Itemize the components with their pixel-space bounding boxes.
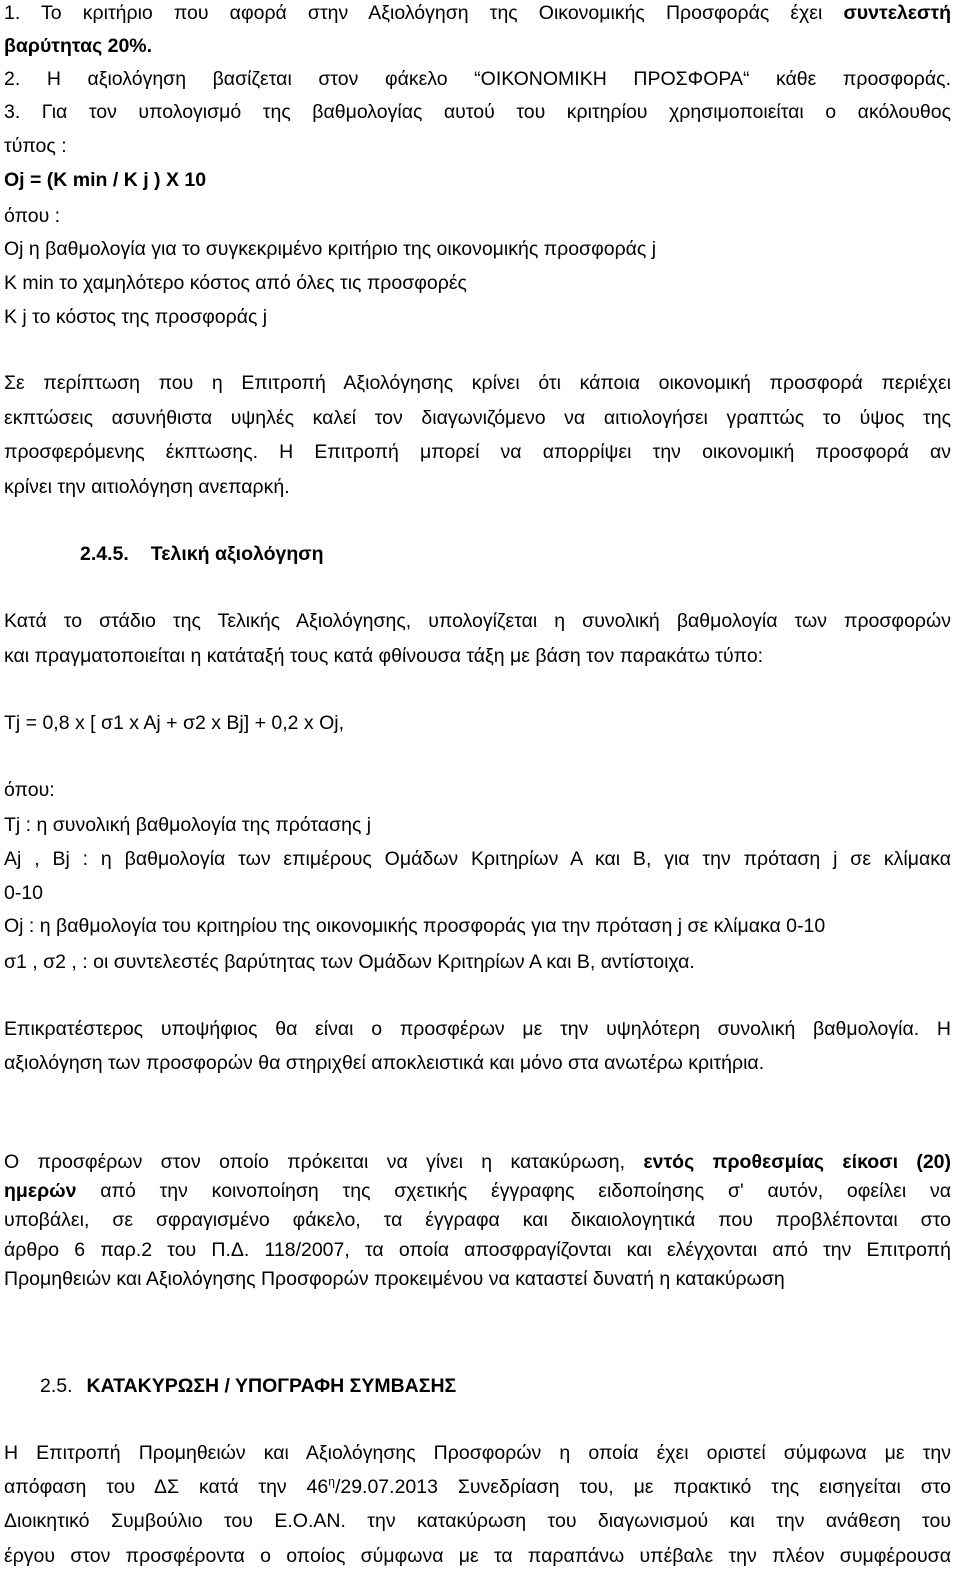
definition-oj: Oj η βαθμολογία για το συγκεκριμένο κριτήριο της οικονομικής προσφοράς j bbox=[4, 238, 657, 260]
paragraph-final-evaluation: Κατά το στάδιο της Τελικής Αξιολόγησης, υπολογίζεται η συνολική βαθμολογία των προσφορών bbox=[4, 610, 951, 632]
paragraph-final-evaluation: και πραγματοποιείται η κατάταξή τους κατά φθίνουσα τάξη με βάση τον παρακάτω τύπο: bbox=[4, 645, 764, 667]
paragraph-award bbox=[4, 1474, 951, 1500]
definition-sigma: σ1 , σ2 , : οι συντελεστές βαρύτητας των Ομάδων Κριτηρίων Α και Β, αντίστοιχα. bbox=[4, 951, 695, 973]
text: από την κοινοποίηση της σχετικής έγγραφης ειδοποίησης σ' αυτόν, οφείλει να bbox=[76, 1180, 951, 1202]
paragraph-documents: υποβάλει, σε σφραγισμένο φάκελο, τα έγγραφα και δικαιολογητικά που προβλέπονται στο bbox=[4, 1209, 951, 1231]
bold-text: εντός προθεσμίας είκοσι (20) bbox=[643, 1151, 952, 1173]
section-heading-2-5 bbox=[40, 1373, 456, 1399]
text: 1. Το κριτήριο που αφορά στην Αξιολόγηση της Οικονομικής Προσφοράς έχει bbox=[4, 2, 844, 24]
formula-oj bbox=[4, 167, 206, 193]
bold-text: συντελεστή bbox=[843, 2, 951, 24]
text: /29.07.2013 Συνεδρίαση του, με πρακτικό της εισηγείται στο bbox=[334, 1476, 951, 1498]
paragraph-documents: άρθρο 6 παρ.2 του Π.Δ. 118/2007, τα οποία αποσφραγίζονται και ελέγχονται από την Επιτροπή bbox=[4, 1239, 951, 1261]
criterion-item-3-cont: τύπος : bbox=[4, 135, 67, 157]
paragraph-award: έργου στον προσφέροντα ο οποίος σύμφωνα με τα παραπάνω υπέβαλε την πλέον συμφέρουσα bbox=[4, 1545, 951, 1567]
paragraph-winner: αξιολόγηση των προσφορών θα στηριχθεί αποκλειστικά και μόνο στα ανωτέρω κριτήρια. bbox=[4, 1052, 765, 1074]
paragraph-documents: Προμηθειών και Αξιολόγησης Προσφορών προκειμένου να καταστεί δυνατή η κατακύρωση bbox=[4, 1268, 785, 1290]
criterion-item-1-cont bbox=[4, 33, 152, 59]
paragraph-abnormal-offer: εκπτώσεις ασυνήθιστα υψηλές καλεί τον διαγωνιζόμενο να αιτιολογήσει γραπτώς το ύψος της bbox=[4, 407, 951, 429]
paragraph-abnormal-offer: Σε περίπτωση που η Επιτροπή Αξιολόγησης κρίνει ότι κάποια οικονομική προσφορά περιέχει bbox=[4, 372, 951, 394]
text: απόφαση του ΔΣ κατά την 46 bbox=[4, 1476, 329, 1498]
definition-kmin: K min το χαμηλότερο κόστος από όλες τις προσφορές bbox=[4, 272, 467, 294]
criterion-item-3: 3. Για τον υπολογισμό της βαθμολογίας αυτού του κριτηρίου χρησιμοποιείται ο ακόλουθος bbox=[4, 101, 951, 123]
text: Ο προσφέρων στον οποίο πρόκειται να γίνει η κατακύρωση, bbox=[4, 1151, 644, 1173]
where-label: όπου : bbox=[4, 205, 61, 227]
section-title: ΚΑΤΑΚΥΡΩΣΗ / ΥΠΟΓΡΑΦΗ ΣΥΜΒΑΣΗΣ bbox=[86, 1375, 457, 1397]
paragraph-abnormal-offer: κρίνει την αιτιολόγηση ανεπαρκή. bbox=[4, 476, 290, 498]
paragraph-award: Διοικητικό Συμβούλιο του Ε.Ο.ΑΝ. την κατακύρωση του διαγωνισμού και την ανάθεση του bbox=[4, 1510, 951, 1532]
section-title: Τελική αξιολόγηση bbox=[150, 543, 324, 565]
definition-aj-bj-cont: 0-10 bbox=[4, 882, 44, 904]
paragraph-award: Η Επιτροπή Προμηθειών και Αξιολόγησης Προσφορών η οποία έχει οριστεί σύμφωνα με την bbox=[4, 1442, 951, 1464]
definition-tj: Tj : η συνολική βαθμολογία της πρότασης j bbox=[4, 814, 372, 836]
paragraph-documents bbox=[4, 1149, 951, 1175]
definition-oj: Oj : η βαθμολογία του κριτηρίου της οικονομικής προσφοράς για την πρόταση j σε κλίμακα 0-10 bbox=[4, 915, 826, 937]
criterion-item-2: 2. Η αξιολόγηση βασίζεται στον φάκελο “ΟΙΚΟΝΟΜΙΚΗ ΠΡΟΣΦΟΡΑ“ κάθε προσφοράς. bbox=[4, 68, 951, 90]
section-number: 2.5. bbox=[40, 1375, 73, 1397]
section-heading-2-4-5 bbox=[80, 541, 324, 567]
where-label: όπου: bbox=[4, 779, 55, 801]
bold-text: Oj = (K min / K j ) X 10 bbox=[4, 169, 207, 191]
superscript: η bbox=[328, 1474, 335, 1489]
criterion-item-1 bbox=[4, 0, 951, 26]
definition-aj-bj: Aj , Bj : η βαθμολογία των επιμέρους Ομάδων Κριτηρίων Α και Β, για την πρόταση j σε κλίμακα bbox=[4, 848, 951, 870]
formula-tj: Tj = 0,8 x [ σ1 x Aj + σ2 x Bj] + 0,2 x Oj, bbox=[4, 712, 345, 734]
bold-text: ημερών bbox=[4, 1180, 77, 1202]
definition-kj: K j το κόστος της προσφοράς j bbox=[4, 306, 268, 328]
section-number: 2.4.5. bbox=[80, 543, 129, 565]
paragraph-documents bbox=[4, 1178, 951, 1204]
paragraph-winner: Επικρατέστερος υποψήφιος θα είναι ο προσφέρων με την υψηλότερη συνολική βαθμολογία. Η bbox=[4, 1018, 951, 1040]
paragraph-abnormal-offer: προσφερόμενης έκπτωσης. Η Επιτροπή μπορεί να απορρίψει την οικονομική προσφορά αν bbox=[4, 441, 951, 463]
bold-text: βαρύτητας 20%. bbox=[4, 35, 153, 57]
